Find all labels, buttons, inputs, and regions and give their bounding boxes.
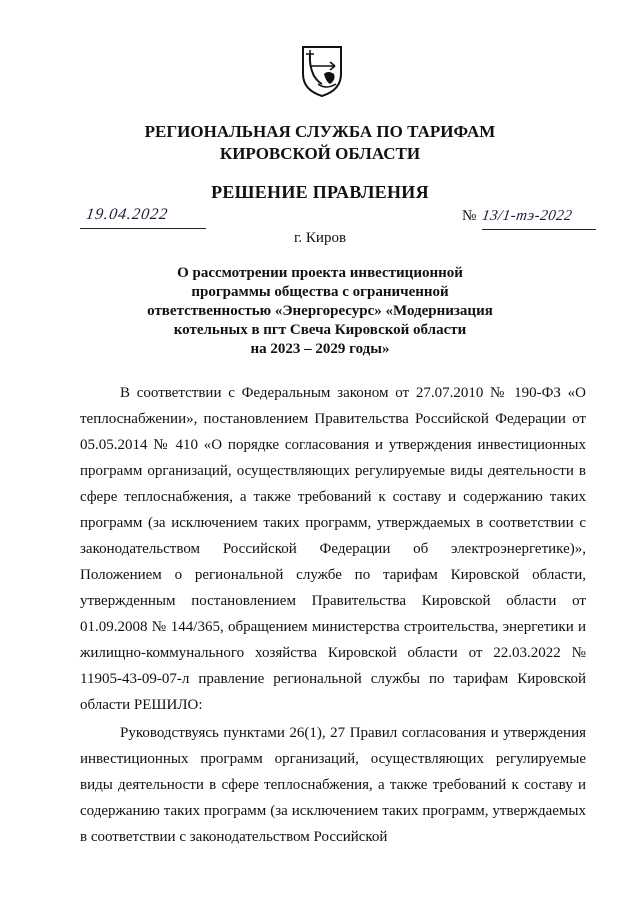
org-name-line2: КИРОВСКОЙ ОБЛАСТИ — [219, 144, 421, 163]
org-name-line1: РЕГИОНАЛЬНАЯ СЛУЖБА ПО ТАРИФАМ — [144, 122, 496, 141]
title-line: программы общества с ограниченной — [191, 284, 449, 300]
document-title — [130, 264, 510, 359]
number-sign: № — [462, 208, 477, 224]
body-paragraph: В соответствии с Федеральным законом от 27.07.2010 № 190-ФЗ «О теплоснабжении», постановлением Правительства Российской Федерации от 05.05.2014 № 410 «О порядке согласования и утверждения инвестиционных программ организаций, осуществляющих регулируемые виды деятельности в сфере теплоснабжения, а также требований к составу и содержанию таких программ (за исключением таких программ, утверждаемых в соответствии с законодательством Российской Федерации об электроэнергетике)», Положением о региональной службе по тарифам Кировской области, утвержденным постановлением Правительства Кировской области от 01.09.2008 № 144/365, обращением министерства строительства, энергетики и жилищно-коммунального хозяйства Кировской области от 22.03.2022 № 11905-43-09-07-л правление региональной службы по тарифам Кировской области РЕШИЛО: — [80, 385, 586, 713]
document-number — [462, 208, 572, 225]
title-line: на 2023 – 2029 годы» — [250, 341, 390, 357]
body-paragraph: Руководствуясь пунктами 26(1), 27 Правил согласования и утверждения инвестиционных программ организаций, осуществляющих регулируемые виды деятельности в сфере теплоснабжения, а также требований к составу и содержанию таких программ (за исключением таких программ, утверждаемых в соответствии с законодательством Российской — [80, 725, 586, 845]
city: г. Киров — [293, 230, 347, 246]
document-type: РЕШЕНИЕ ПРАВЛЕНИЯ — [211, 182, 429, 202]
title-line: О рассмотрении проекта инвестиционной — [177, 265, 463, 281]
title-line: котельных в пгт Свеча Кировской области — [173, 322, 467, 338]
handwritten-number: 13/1-тэ-2022 — [481, 208, 574, 224]
document-body — [80, 380, 586, 850]
kirov-coat-of-arms-icon — [300, 44, 344, 98]
title-line: ответственностью «Энергоресурс» «Модернизация — [147, 303, 493, 319]
handwritten-date: 19.04.2022 — [84, 206, 170, 223]
